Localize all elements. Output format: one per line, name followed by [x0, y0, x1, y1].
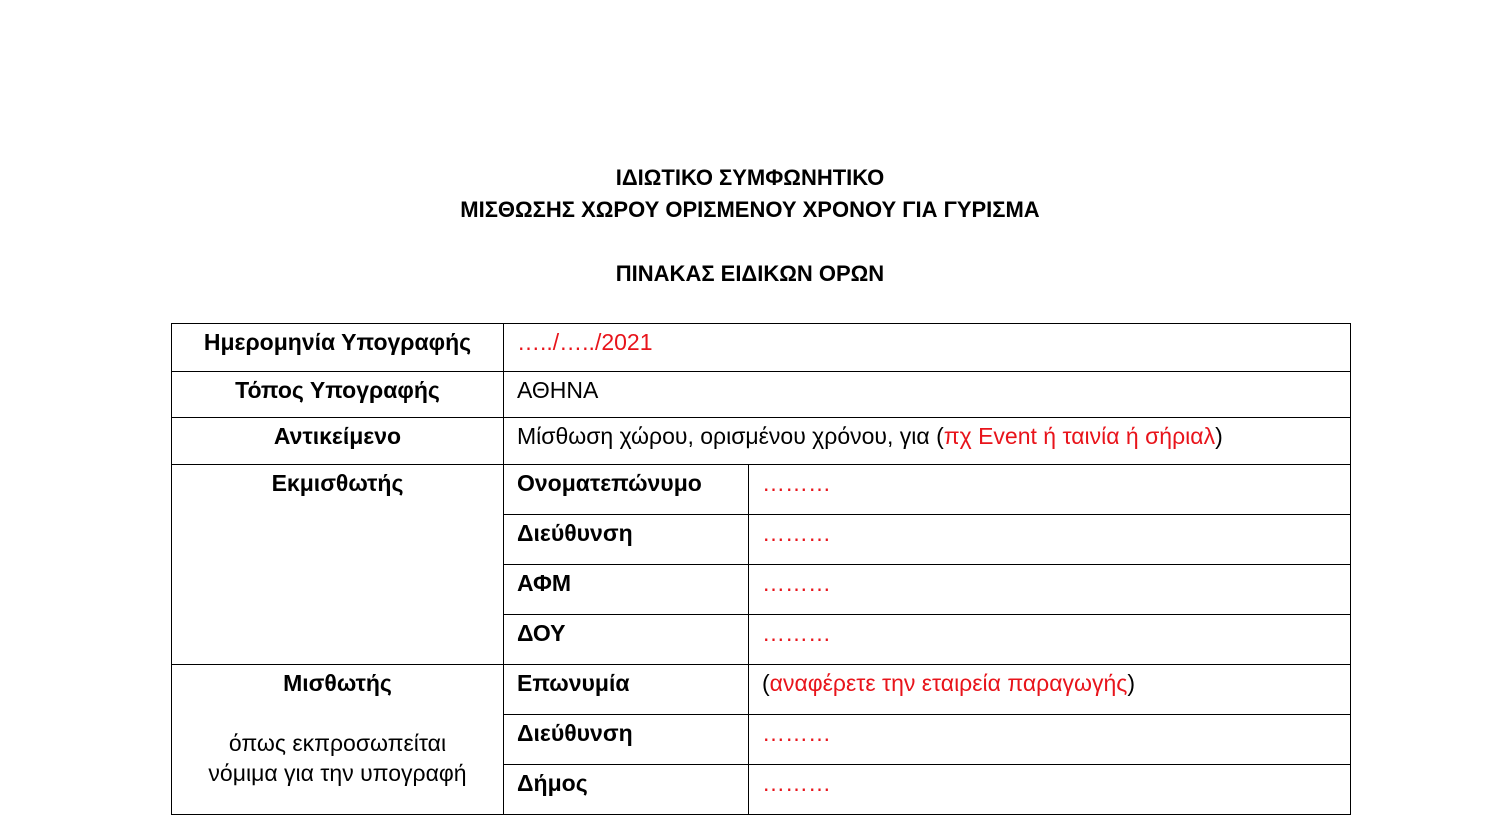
- row-lessor-name: [172, 465, 1351, 515]
- signing-place-label: Τόπος Υπογραφής: [172, 372, 504, 418]
- special-terms-table: [171, 323, 1351, 815]
- lessee-address-value: ………: [749, 715, 1351, 765]
- signing-date-value: …../…../2021: [504, 324, 1351, 372]
- row-object: [172, 418, 1351, 465]
- lessor-label: Εκμισθωτής: [172, 465, 504, 665]
- lessee-municipality-value: ………: [749, 765, 1351, 815]
- row-lessee-company: [172, 665, 1351, 715]
- object-value-placeholder: πχ Event ή ταινία ή σήριαλ: [943, 423, 1216, 449]
- lessee-address-label: Διεύθυνση: [504, 715, 749, 765]
- lessee-representation-line-2: νόμιμα για την υπογραφή: [208, 760, 467, 786]
- object-value-prefix: Μίσθωση χώρου, ορισμένου χρόνου, για (: [517, 423, 944, 449]
- lessee-representation-note: [185, 728, 490, 788]
- lessee-cell: [172, 665, 504, 815]
- section-title: ΠΙΝΑΚΑΣ ΕΙΔΙΚΩΝ ΟΡΩΝ: [615, 261, 885, 286]
- lessor-tax-id-value: ………: [749, 565, 1351, 615]
- document-title-line-1: ΙΔΙΩΤΙΚΟ ΣΥΜΦΩΝΗΤΙΚΟ: [615, 165, 885, 190]
- lessee-company-open: (: [762, 670, 770, 696]
- lessor-name-value: ………: [749, 465, 1351, 515]
- lessor-tax-office-value: ………: [749, 615, 1351, 665]
- lessee-company-value: [749, 665, 1351, 715]
- lessee-representation-line-1: όπως εκπροσωπείται: [228, 730, 447, 756]
- object-value: [504, 418, 1351, 465]
- signing-place-value: ΑΘΗΝΑ: [504, 372, 1351, 418]
- row-signing-place: [172, 372, 1351, 418]
- lessor-address-label: Διεύθυνση: [504, 515, 749, 565]
- lessee-company-placeholder: αναφέρετε την εταιρεία παραγωγής: [769, 670, 1128, 696]
- lessor-name-label: Ονοματεπώνυμο: [504, 465, 749, 515]
- lessor-tax-office-label: ΔΟΥ: [504, 615, 749, 665]
- lessor-tax-id-label: ΑΦΜ: [504, 565, 749, 615]
- lessee-municipality-label: Δήμος: [504, 765, 749, 815]
- object-label: Αντικείμενο: [172, 418, 504, 465]
- lessee-label: Μισθωτής: [283, 670, 392, 696]
- object-value-suffix: ): [1215, 423, 1223, 449]
- row-signing-date: [172, 324, 1351, 372]
- lessor-address-value: ………: [749, 515, 1351, 565]
- document-title-line-2: ΜΙΣΘΩΣΗΣ ΧΩΡΟΥ ΟΡΙΣΜΕΝΟΥ ΧΡΟΝΟΥ ΓΙΑ ΓΥΡΙΣΜΑ: [460, 197, 1040, 222]
- lessee-company-label: Επωνυμία: [504, 665, 749, 715]
- signing-date-label: Ημερομηνία Υπογραφής: [172, 324, 504, 372]
- lessee-company-close: ): [1127, 670, 1136, 696]
